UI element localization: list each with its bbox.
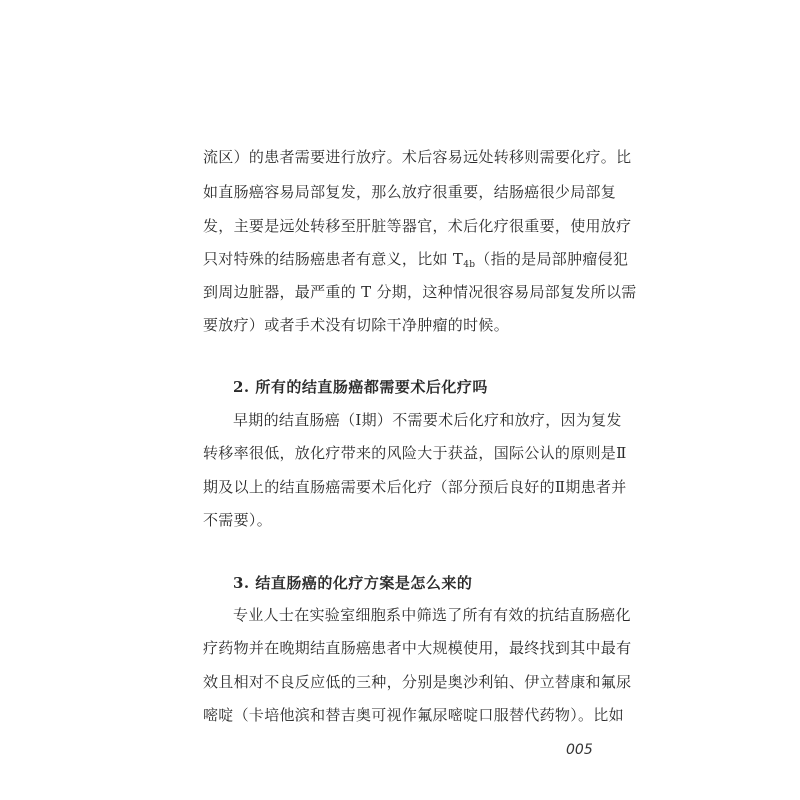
paragraph-line-with-subscript	[203, 249, 629, 275]
paragraph-line: 不需要）。	[203, 511, 273, 529]
paragraph-line: 嘧啶（卡培他滨和替吉奥可视作氟尿嘧啶口服替代药物）。比如	[203, 706, 624, 724]
paragraph-line: 要放疗）或者手术没有切除干净肿瘤的时候。	[203, 316, 510, 334]
paragraph-line: 专业人士在实验室细胞系中筛选了所有有效的抗结直肠癌化	[233, 606, 631, 624]
text-segment: （指的是局部肿瘤侵犯	[475, 250, 629, 268]
paragraph-line: 流区）的患者需要进行放疗。术后容易远处转移则需要化疗。比	[203, 148, 632, 166]
paragraph-line: 疗药物并在晚期结直肠癌患者中大规模使用，最终找到其中最有	[203, 639, 632, 657]
paragraph-line: 转移率很低，放化疗带来的风险大于获益，国际公认的原则是Ⅱ	[203, 444, 627, 462]
paragraph-line: 早期的结直肠癌（Ⅰ期）不需要术后化疗和放疗，因为复发	[233, 411, 622, 429]
text-segment: 只对特殊的结肠癌患者有意义，比如 T	[203, 250, 464, 268]
paragraph-line: 效且相对不良反应低的三种，分别是奥沙利铂、伊立替康和氟尿	[203, 673, 632, 691]
paragraph-line: 如直肠癌容易局部复发，那么放疗很重要，结肠癌很少局部复	[203, 183, 617, 201]
paragraph-line: 到周边脏器，最严重的 T 分期，这种情况很容易局部复发所以需	[203, 283, 637, 301]
paragraph-line: 期及以上的结直肠癌需要术后化疗（部分预后良好的Ⅱ期患者并	[203, 478, 627, 496]
subscript-text: 4b	[463, 260, 476, 270]
section-heading: 2. 所有的结直肠癌都需要术后化疗吗	[233, 378, 488, 396]
section-heading: 3. 结直肠癌的化疗方案是怎么来的	[233, 574, 473, 592]
paragraph-line: 发，主要是远处转移至肝脏等器官，术后化疗很重要，使用放疗	[203, 217, 632, 235]
page-number: 005	[566, 742, 593, 758]
